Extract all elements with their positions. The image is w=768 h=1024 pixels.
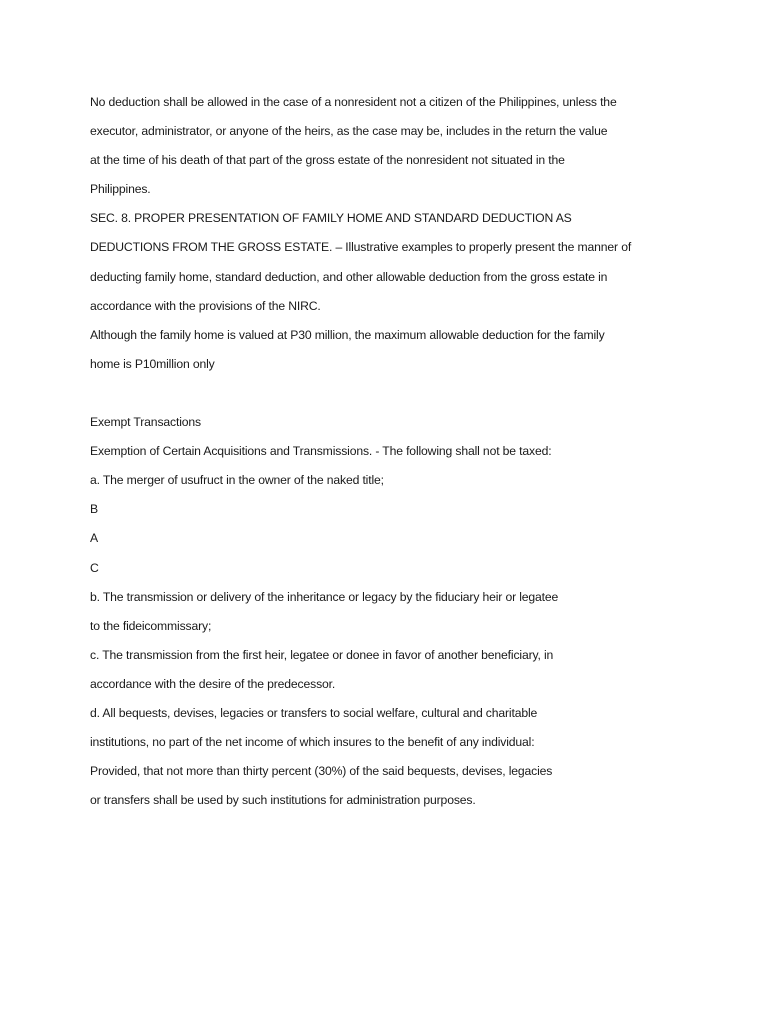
text-line: accordance with the desire of the predecessor.	[90, 676, 336, 691]
text-line: Philippines.	[90, 182, 151, 197]
text-line: home is P10million only	[90, 356, 215, 371]
text-line: A	[90, 531, 98, 546]
text-line: Provided, that not more than thirty percent (30%) of the said bequests, devises, legacies	[90, 764, 553, 779]
text-line: No deduction shall be allowed in the case of a nonresident not a citizen of the Philippines, unless the	[90, 95, 617, 109]
text-line: institutions, no part of the net income of which insures to the benefit of any individual:	[90, 735, 535, 750]
section-heading-line: DEDUCTIONS FROM THE GROSS ESTATE. – Illustrative examples to properly present the manner of	[90, 240, 632, 255]
text-line: accordance with the provisions of the NIRC.	[90, 298, 321, 313]
text-line: B	[90, 502, 98, 517]
list-item: c. The transmission from the first heir, legatee or donee in favor of another beneficiary, in	[90, 647, 554, 662]
text-line: Although the family home is valued at P30 million, the maximum allowable deduction for the family	[90, 327, 605, 342]
subheading-line: Exempt Transactions	[90, 415, 201, 430]
blank-line	[90, 380, 690, 409]
list-item: b. The transmission or delivery of the inheritance or legacy by the fiduciary heir or legatee	[90, 589, 559, 604]
section-heading-line: SEC. 8. PROPER PRESENTATION OF FAMILY HOME AND STANDARD DEDUCTION AS	[90, 211, 572, 226]
text-line: to the fideicommissary;	[90, 618, 212, 633]
text-line: or transfers shall be used by such institutions for administration purposes.	[90, 793, 476, 808]
list-item: d. All bequests, devises, legacies or transfers to social welfare, cultural and charitable	[90, 705, 538, 720]
list-item: a. The merger of usufruct in the owner of the naked title;	[90, 473, 384, 488]
text-line: deducting family home, standard deduction, and other allowable deduction from the gross estate in	[90, 269, 608, 284]
text-line: C	[90, 560, 99, 575]
text-line: at the time of his death of that part of the gross estate of the nonresident not situated in the	[90, 153, 565, 168]
document-body	[90, 89, 690, 816]
text-line: executor, administrator, or anyone of the heirs, as the case may be, includes in the return the value	[90, 124, 608, 139]
text-line: Exemption of Certain Acquisitions and Transmissions. - The following shall not be taxed:	[90, 444, 552, 459]
